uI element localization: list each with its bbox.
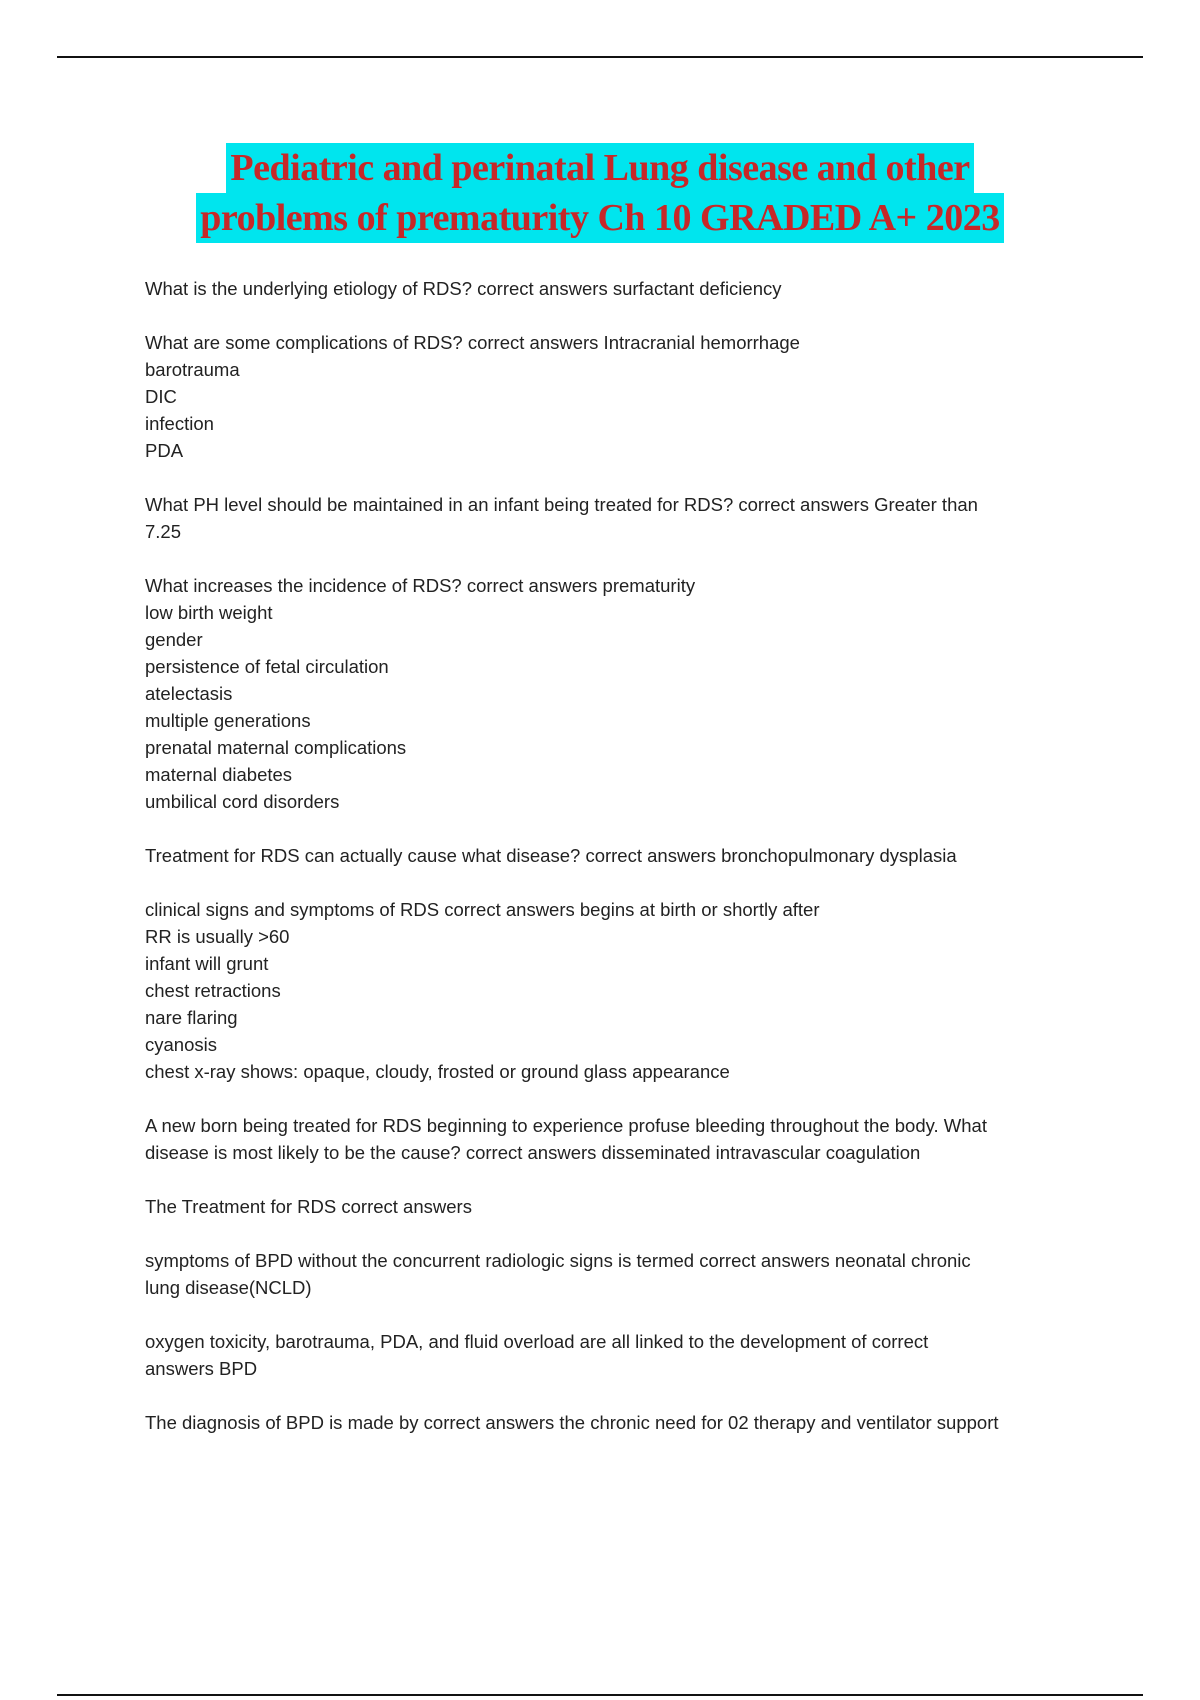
bottom-rule	[57, 1694, 1143, 1696]
qa-line: DIC	[145, 386, 177, 407]
qa-line: Treatment for RDS can actually cause what disease? correct answers bronchopulmonary dysplasia	[145, 845, 957, 866]
top-rule	[57, 56, 1143, 58]
qa-line: 7.25	[145, 521, 182, 542]
qa-line: clinical signs and symptoms of RDS correct answers begins at birth or shortly after	[145, 899, 820, 920]
qa-line: What increases the incidence of RDS? correct answers prematurity	[145, 575, 696, 596]
qa-line: cyanosis	[145, 1034, 217, 1055]
qa-item	[145, 1328, 1105, 1382]
qa-line: What is the underlying etiology of RDS? correct answers surfactant deficiency	[145, 278, 782, 299]
qa-line: RR is usually >60	[145, 926, 290, 947]
qa-line: multiple generations	[145, 710, 311, 731]
qa-item	[145, 329, 1105, 464]
qa-item	[145, 896, 1105, 1085]
title-line-2: problems of prematurity Ch 10 GRADED A+ 2023	[196, 193, 1003, 243]
qa-line: infection	[145, 413, 214, 434]
qa-line: disease is most likely to be the cause? correct answers disseminated intravascular coagulation	[145, 1142, 921, 1163]
qa-item	[145, 1193, 1105, 1220]
qa-line: lung disease(NCLD)	[145, 1277, 312, 1298]
qa-line: umbilical cord disorders	[145, 791, 340, 812]
title-line-1: Pediatric and perinatal Lung disease and other	[226, 143, 973, 193]
qa-item	[145, 1112, 1105, 1166]
qa-item	[145, 842, 1105, 869]
qa-line: persistence of fetal circulation	[145, 656, 389, 677]
qa-line: The Treatment for RDS correct answers	[145, 1196, 472, 1217]
qa-line: barotrauma	[145, 359, 240, 380]
qa-item	[145, 491, 1105, 545]
document-title	[0, 143, 1200, 243]
qa-line: chest retractions	[145, 980, 281, 1001]
qa-line: What are some complications of RDS? correct answers Intracranial hemorrhage	[145, 332, 800, 353]
qa-line: A new born being treated for RDS beginning to experience profuse bleeding throughout the body. What	[145, 1115, 987, 1136]
qa-item	[145, 1247, 1105, 1301]
qa-line: chest x-ray shows: opaque, cloudy, frosted or ground glass appearance	[145, 1061, 730, 1082]
qa-line: atelectasis	[145, 683, 233, 704]
qa-item	[145, 1409, 1105, 1436]
qa-item	[145, 275, 1105, 302]
qa-line: What PH level should be maintained in an infant being treated for RDS? correct answers Greater than	[145, 494, 978, 515]
qa-line: symptoms of BPD without the concurrent radiologic signs is termed correct answers neonatal chronic	[145, 1250, 971, 1271]
qa-line: The diagnosis of BPD is made by correct answers the chronic need for 02 therapy and ventilator support	[145, 1412, 999, 1433]
qa-line: gender	[145, 629, 203, 650]
qa-line: low birth weight	[145, 602, 273, 623]
qa-line: infant will grunt	[145, 953, 269, 974]
qa-line: maternal diabetes	[145, 764, 293, 785]
qa-line: prenatal maternal complications	[145, 737, 407, 758]
qa-line: nare flaring	[145, 1007, 238, 1028]
qa-line: PDA	[145, 440, 184, 461]
qa-item	[145, 572, 1105, 815]
qa-line: answers BPD	[145, 1358, 258, 1379]
qa-list	[145, 275, 1105, 1463]
qa-line: oxygen toxicity, barotrauma, PDA, and fluid overload are all linked to the development of correct	[145, 1331, 929, 1352]
